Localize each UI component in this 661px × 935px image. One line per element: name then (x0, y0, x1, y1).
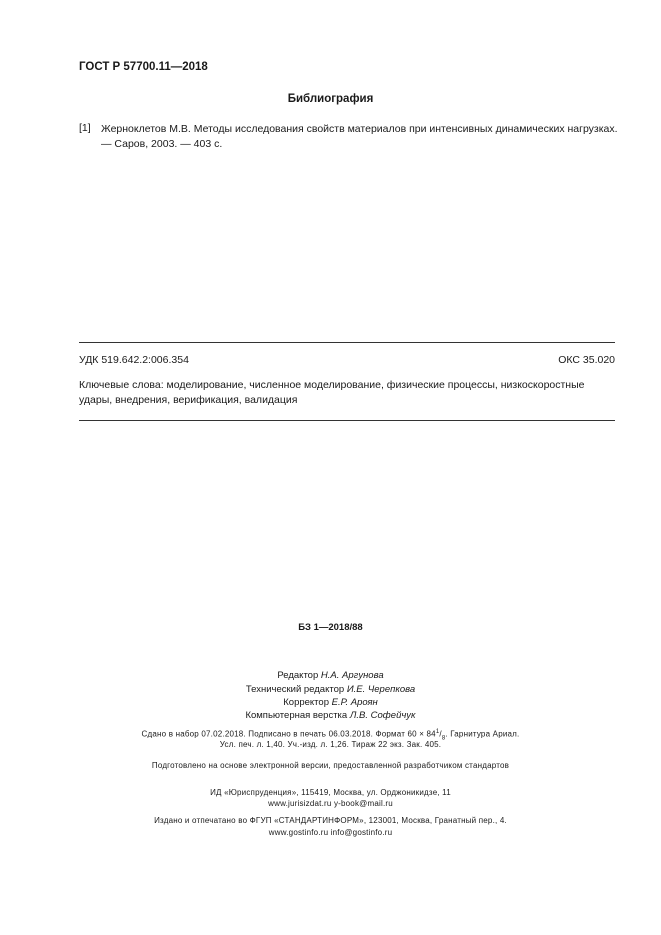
printer-contacts: www.gostinfo.ru info@gostinfo.ru (268, 828, 393, 837)
credit-role: Редактор (277, 670, 319, 681)
credit-name: И.Е. Черепкова (346, 684, 416, 695)
credit-name: Е.Р. Ароян (331, 697, 378, 708)
print-details-line2: Усл. печ. л. 1,40. Уч.-изд. л. 1,26. Тираж 22 экз. Зак. 405. (219, 740, 442, 749)
oks-code: ОКС 35.020 (558, 354, 615, 366)
credit-name: Н.А. Аргунова (320, 670, 384, 681)
standard-number: ГОСТ Р 57700.11—2018 (79, 61, 208, 73)
credit-editor (0, 670, 661, 681)
divider-top (79, 342, 615, 343)
prepared-note: Подготовлено на основе электронной версии, предоставленной разработчиком стандартов (151, 761, 510, 770)
credit-tech-editor (0, 684, 661, 695)
credit-name: Л.В. Софейчук (349, 710, 416, 721)
udc-code: УДК 519.642.2:006.354 (79, 354, 189, 366)
credit-corrector (0, 697, 661, 708)
credit-layout (0, 710, 661, 721)
divider-bottom (79, 420, 615, 421)
print-details-line1: Сдано в набор 07.02.2018. Подписано в печать 06.03.2018. Формат $60 \times 84^1/_8$. Гарнитура Ариал. (141, 729, 520, 742)
credit-role: Компьютерная верстка (245, 710, 348, 721)
bz-number: БЗ 1—2018/88 (298, 622, 363, 633)
publisher-contacts: www.jurisizdat.ru y-book@mail.ru (268, 799, 393, 808)
keywords: Ключевые слова: моделирование, численное моделирование, физические процессы, низкоскоростные удары, внедрения, верификация, валидация (79, 379, 585, 406)
credit-role: Корректор (283, 697, 329, 708)
reference-text: Жерноклетов М.В. Методы исследования свойств материалов при интенсивных динамических нагрузках. — Саров, 2003. — 403 с. (101, 123, 618, 150)
publisher-address: ИД «Юриспруденция», 115419, Москва, ул. Орджоникидзе, 11 (210, 788, 451, 797)
credit-role: Технический редактор (245, 684, 345, 695)
bibliography-title: Библиография (287, 93, 374, 105)
reference-number: [1] (79, 122, 91, 134)
printer-address: Издано и отпечатано во ФГУП «СТАНДАРТИНФОРМ», 123001, Москва, Гранатный пер., 4. (154, 816, 507, 825)
